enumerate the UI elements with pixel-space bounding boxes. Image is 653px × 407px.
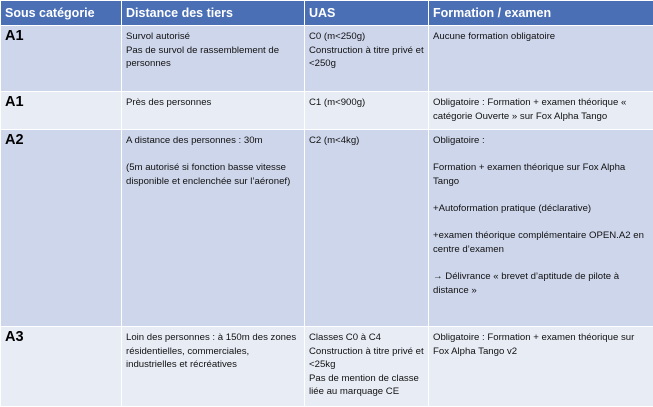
spacer bbox=[433, 216, 649, 230]
cell-text: C0 (m<250g) bbox=[309, 30, 424, 44]
cell-text: Loin des personnes : à 150m des zones résidentielles, commerciales, industrielles et récréatives bbox=[126, 331, 300, 372]
training-cell bbox=[429, 92, 653, 130]
uas-cell bbox=[305, 26, 429, 92]
header-row bbox=[1, 1, 653, 26]
distance-cell bbox=[122, 26, 305, 92]
cell-text-with-arrow bbox=[433, 270, 649, 297]
right-arrow-icon: → bbox=[433, 271, 443, 282]
header-formation-examen: Formation / examen bbox=[429, 1, 653, 26]
category-cell: A2 bbox=[1, 130, 122, 327]
cell-text: Obligatoire : Formation + examen théorique sur Fox Alpha Tango v2 bbox=[433, 331, 649, 358]
category-cell: A1 bbox=[1, 26, 122, 92]
cell-text: Aucune formation obligatoire bbox=[433, 30, 649, 44]
header-distance-des-tiers: Distance des tiers bbox=[122, 1, 305, 26]
spacer bbox=[433, 188, 649, 202]
spacer bbox=[433, 148, 649, 162]
cell-text: +examen théorique complémentaire OPEN.A2 en centre d’examen bbox=[433, 229, 649, 256]
cell-text: Formation + examen théorique sur Fox Alpha Tango bbox=[433, 161, 649, 188]
cell-text: Pas de survol de rassemblement de personnes bbox=[126, 44, 300, 71]
uas-cell bbox=[305, 130, 429, 327]
training-cell bbox=[429, 327, 653, 407]
table-row bbox=[1, 130, 653, 327]
training-cell bbox=[429, 26, 653, 92]
cell-text: Pas de mention de classe liée au marquage CE bbox=[309, 372, 424, 399]
uas-cell bbox=[305, 327, 429, 407]
cell-text: C1 (m<900g) bbox=[309, 96, 424, 110]
distance-cell bbox=[122, 130, 305, 327]
cell-text: Près des personnes bbox=[126, 96, 300, 110]
table-row bbox=[1, 327, 653, 407]
cell-text: Délivrance « brevet d’aptitude de pilote à distance » bbox=[433, 271, 622, 296]
cell-text: (5m autorisé si fonction basse vitesse disponible et enclenchée sur l’aéronef) bbox=[126, 161, 300, 188]
cell-text: Classes C0 à C4 bbox=[309, 331, 424, 345]
cell-text: Construction à titre privé et <250g bbox=[309, 44, 424, 71]
category-cell: A3 bbox=[1, 327, 122, 407]
cell-text: Obligatoire : Formation + examen théorique « catégorie Ouverte » sur Fox Alpha Tango bbox=[433, 96, 649, 123]
table-row bbox=[1, 92, 653, 130]
cell-text: +Autoformation pratique (déclarative) bbox=[433, 202, 649, 216]
distance-cell bbox=[122, 327, 305, 407]
category-cell: A1 bbox=[1, 92, 122, 130]
training-cell bbox=[429, 130, 653, 327]
spacer bbox=[126, 148, 300, 162]
cell-text: Survol autorisé bbox=[126, 30, 300, 44]
cell-text: Construction à titre privé et <25kg bbox=[309, 345, 424, 372]
distance-cell bbox=[122, 92, 305, 130]
spacer bbox=[433, 256, 649, 270]
header-sous-categorie: Sous catégorie bbox=[1, 1, 122, 26]
cell-text: Obligatoire : bbox=[433, 134, 649, 148]
cell-text: C2 (m<4kg) bbox=[309, 134, 424, 148]
table-row bbox=[1, 26, 653, 92]
header-uas: UAS bbox=[305, 1, 429, 26]
uas-cell bbox=[305, 92, 429, 130]
cell-text: A distance des personnes : 30m bbox=[126, 134, 300, 148]
